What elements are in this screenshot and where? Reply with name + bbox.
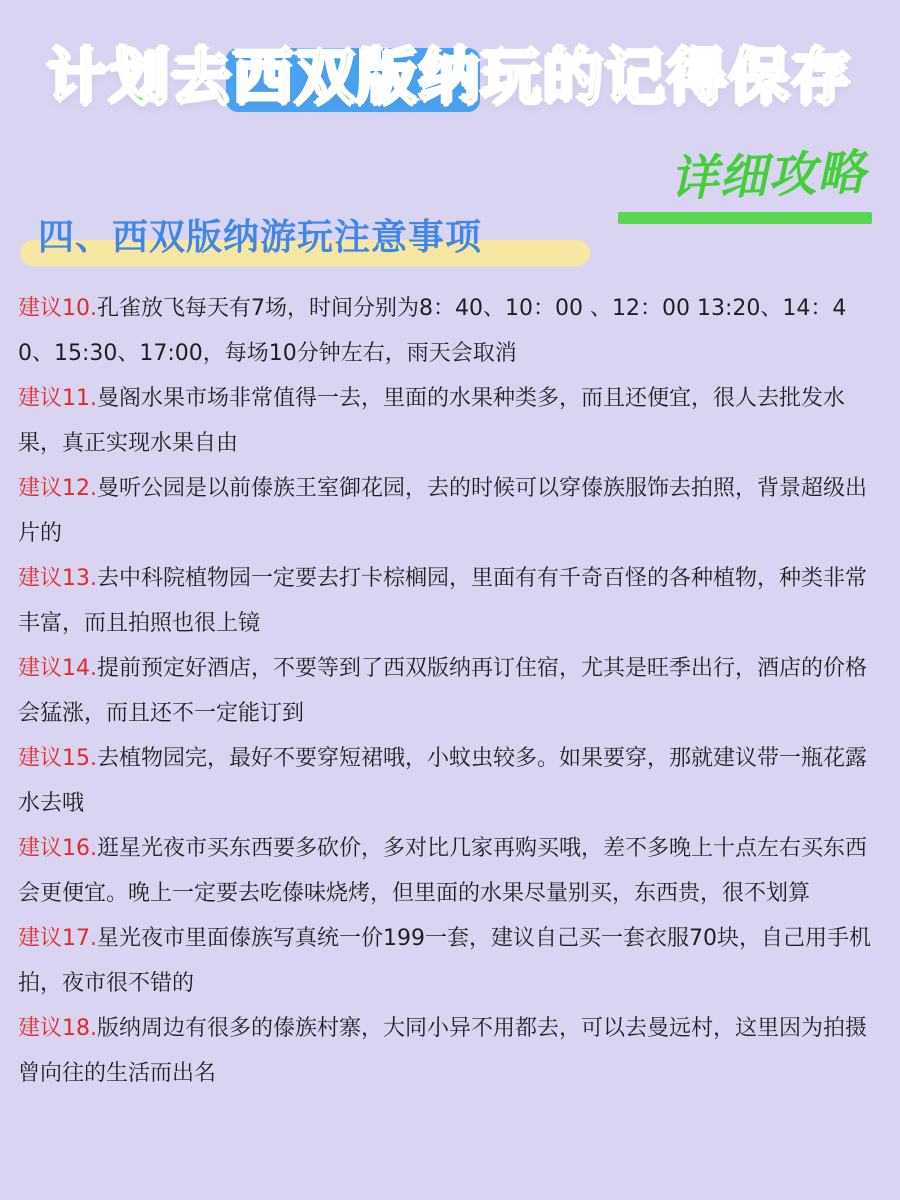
- title-area: [0, 38, 900, 122]
- section-title: 四、西双版纳游玩注意事项: [38, 217, 483, 258]
- list-item: [18, 376, 882, 466]
- list-item: [18, 646, 882, 736]
- item-text: 提前预定好酒店，不要等到了西双版纳再订住宿，尤其是旺季出行，酒店的价格会猛涨，而且还不一定能订到: [18, 656, 868, 726]
- item-label: 建议18.: [18, 1016, 97, 1041]
- list-item: [18, 826, 882, 916]
- list-item: [18, 466, 882, 556]
- item-text: 孔雀放飞每天有7场，时间分别为8：40、10：00 、12：00 13:20、14：40、15:30、17:00，每场10分钟左右，雨天会取消: [18, 296, 847, 366]
- item-text: 去植物园完，最好不要穿短裙哦，小蚊虫较多。如果要穿，那就建议带一瓶花露水去哦: [18, 746, 868, 816]
- item-label: 建议15.: [18, 746, 97, 771]
- item-text: 逛星光夜市买东西要多砍价，多对比几家再购买哦，差不多晚上十点左右买东西会更便宜。晚上一定要去吃傣味烧烤，但里面的水果尽量别买，东西贵，很不划算: [18, 836, 868, 906]
- item-label: 建议11.: [18, 386, 97, 411]
- item-text: 去中科院植物园一定要去打卡棕榈园，里面有有千奇百怪的各种植物，种类非常丰富，而且拍照也很上镜: [18, 566, 868, 636]
- section-header: [20, 214, 600, 274]
- subtitle: 详细攻略: [669, 144, 867, 208]
- subtitle-underline: [618, 212, 872, 224]
- item-text: 星光夜市里面傣族写真统一价199一套，建议自己买一套衣服70块，自己用手机拍，夜市很不错的: [18, 926, 871, 996]
- item-text: 曼阁水果市场非常值得一去，里面的水果种类多，而且还便宜，很人去批发水果，真正实现水果自由: [18, 386, 846, 456]
- item-label: 建议17.: [18, 926, 97, 951]
- list-item: [18, 736, 882, 826]
- item-label: 建议16.: [18, 836, 97, 861]
- item-label: 建议10.: [18, 296, 97, 321]
- item-text: 曼听公园是以前傣族王室御花园，去的时候可以穿傣族服饰去拍照，背景超级出片的: [18, 476, 868, 546]
- advice-list: [18, 286, 882, 1096]
- list-item: [18, 286, 882, 376]
- list-item: [18, 556, 882, 646]
- list-item: [18, 916, 882, 1006]
- item-label: 建议13.: [18, 566, 97, 591]
- list-item: [18, 1006, 882, 1096]
- subtitle-area: [612, 144, 874, 224]
- page-title: 计划去西双版纳玩的记得保存: [47, 43, 853, 113]
- item-label: 建议12.: [18, 476, 97, 501]
- item-text: 版纳周边有很多的傣族村寨，大同小异不用都去，可以去曼远村，这里因为拍摄曾向往的生活而出名: [18, 1016, 868, 1086]
- item-label: 建议14.: [18, 656, 97, 681]
